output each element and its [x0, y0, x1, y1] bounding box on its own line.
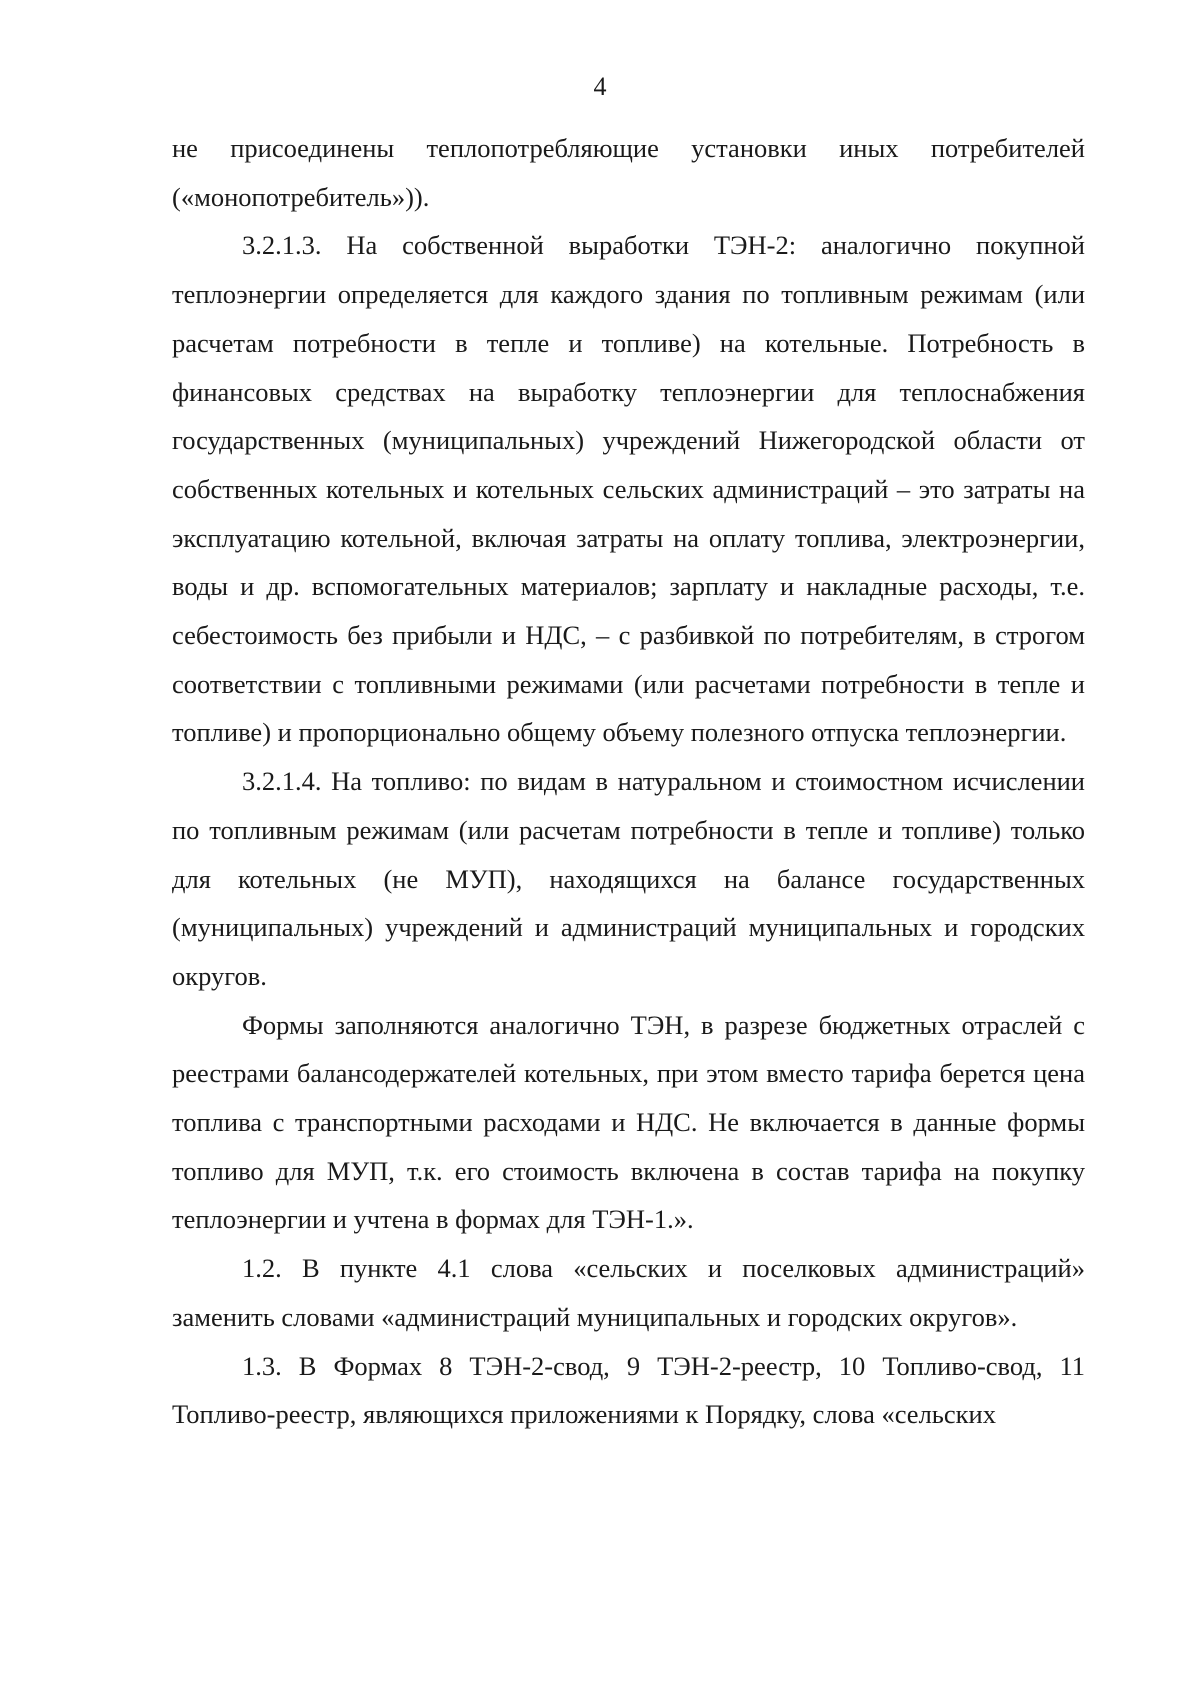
paragraph-3-2-1-3: 3.2.1.3. На собственной выработки ТЭН-2: аналогично покупной теплоэнергии определяется для каждого здания по топливным режимам (или расчетам потребности в тепле и топливе) на котельные. Потребность в финансовых средствах на выработку теплоэнергии для теплоснабжения государственных (муниципальных) учреждений Нижегородской области от собственных котельных и котельных сельских администраций – это затраты на эксплуатацию котельной, включая затраты на оплату топлива, электроэнергии, воды и др. вспомогательных материалов; зарплату и накладные расходы, т.е. себестоимость без прибыли и НДС, – с разбивкой по потребителям, в строгом соответствии с топливными режимами (или расчетами потребности в тепле и топливе) и пропорционально общему объему полезного отпуска теплоэнергии. — [172, 230, 1085, 748]
page-number: 4 — [593, 72, 607, 101]
paragraph-1-2: 1.2. В пункте 4.1 слова «сельских и поселковых администраций» заменить словами «администраций муниципальных и городских округов». — [172, 1253, 1085, 1332]
paragraph-1-3: 1.3. В Формах 8 ТЭН-2-свод, 9 ТЭН-2-реестр, 10 Топливо-свод, 11 Топливо-реестр, являющихся приложениями к Порядку, слова «сельских — [172, 1350, 1085, 1430]
paragraph-forms: Формы заполняются аналогично ТЭН, в разрезе бюджетных отраслей с реестрами балансодержателей котельных, при этом вместо тарифа берется цена топлива с транспортными расходами и НДС. Не включается в данные формы топливо для МУП, т.к. его стоимость включена в состав тарифа на покупку теплоэнергии и учтена в формах для ТЭН-1.». — [172, 1009, 1085, 1235]
paragraph-continuation: не присоединены теплопотребляющие установки иных потребителей («монопотребитель»)). — [172, 133, 1085, 212]
document-body — [172, 124, 1085, 1439]
paragraph-3-2-1-4: 3.2.1.4. На топливо: по видам в натуральном и стоимостном исчислении по топливным режимам (или расчетам потребности в тепле и топливе) только для котельных (не МУП), находящихся на балансе государственных (муниципальных) учреждений и администраций муниципальных и городских округов. — [172, 766, 1085, 991]
